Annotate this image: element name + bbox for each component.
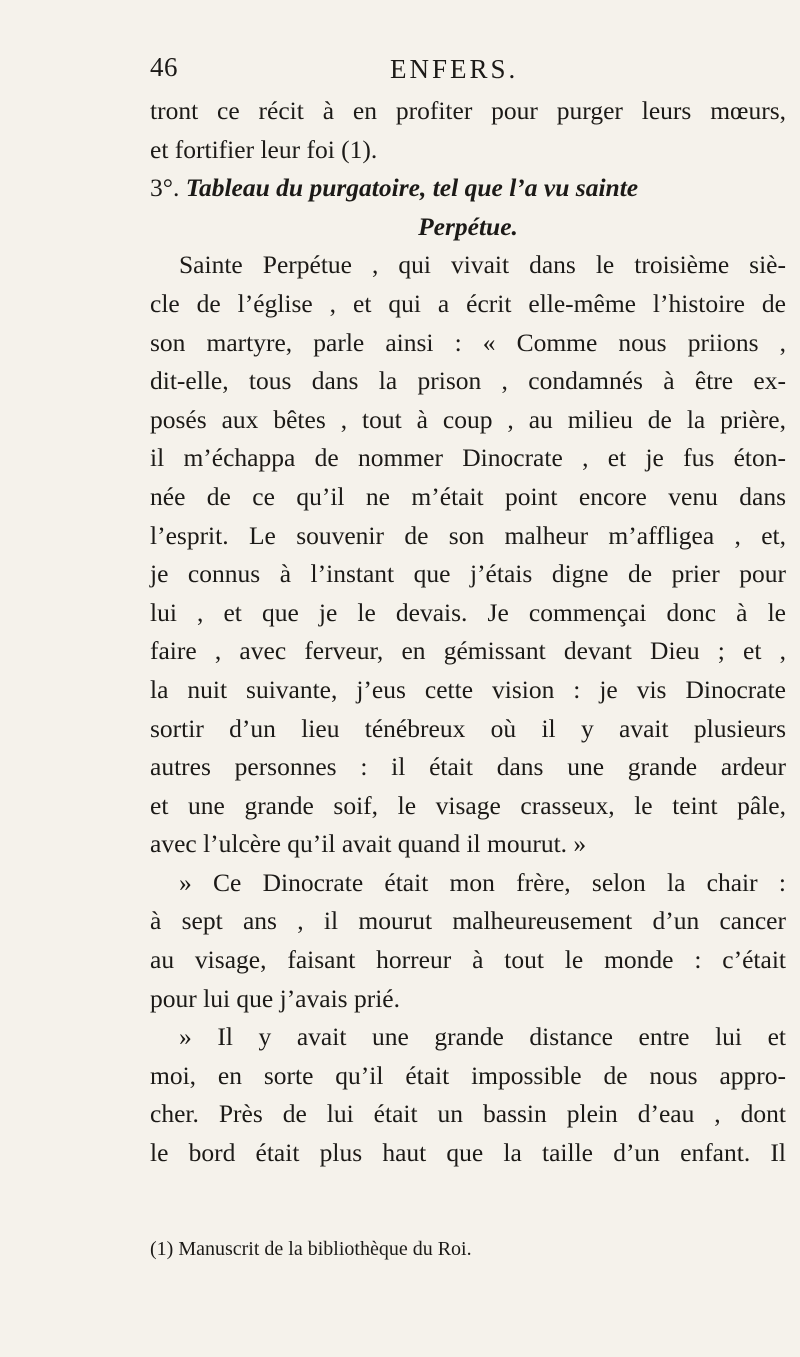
- body-text: [150, 92, 786, 1173]
- text-line: son martyre, parle ainsi : « Comme nous priions ,: [150, 327, 786, 357]
- text-line: avec l’ulcère qu’il avait quand il mourut. »: [150, 829, 587, 859]
- text-line: faire , avec ferveur, en gémissant devant Dieu ; et ,: [150, 636, 786, 666]
- section-title-text: Tableau du purgatoire, tel que l’a vu sainte: [185, 173, 639, 203]
- text-line: Sainte Perpétue , qui vivait dans le troisième siè-: [179, 250, 786, 280]
- text-line: à sept ans , il mourut malheureusement d’un cancer: [150, 906, 786, 936]
- page-number: 46: [150, 52, 178, 82]
- text-line: et une grande soif, le visage crasseux, le teint pâle,: [150, 790, 786, 820]
- text-line: cher. Près de lui était un bassin plein d’eau , dont: [150, 1099, 786, 1129]
- section-number: 3°.: [150, 173, 180, 203]
- text-line: il m’échappa de nommer Dinocrate , et je fus éton-: [150, 443, 786, 473]
- text-line: lui , et que je le devais. Je commençai donc à le: [150, 597, 786, 627]
- text-line: posés aux bêtes , tout à coup , au milieu de la prière,: [150, 404, 786, 434]
- text-line: » Ce Dinocrate était mon frère, selon la chair :: [179, 867, 786, 897]
- text-line: tront ce récit à en profiter pour purger leurs mœurs,: [150, 96, 786, 125]
- text-line: et fortifier leur foi (1).: [150, 134, 378, 164]
- text-line: » Il y avait une grande distance entre lui et: [179, 1022, 786, 1052]
- section-title-continued: Perpétue.: [418, 211, 518, 241]
- text-line: le bord était plus haut que la taille d’un enfant. Il: [150, 1138, 786, 1168]
- footnote: (1) Manuscrit de la bibliothèque du Roi.: [150, 1238, 472, 1260]
- text-line: autres personnes : il était dans une grande ardeur: [150, 752, 786, 782]
- text-line: l’esprit. Le souvenir de son malheur m’affligea , et,: [150, 520, 786, 550]
- text-line: je connus à l’instant que j’étais digne de prier pour: [150, 559, 786, 589]
- running-head: ENFERS.: [390, 54, 519, 84]
- text-line: au visage, faisant horreur à tout le monde : c’était: [150, 945, 786, 975]
- page-header: [150, 52, 670, 92]
- text-line: pour lui que j’avais prié.: [150, 983, 400, 1013]
- text-line: sortir d’un lieu ténébreux où il y avait plusieurs: [150, 713, 786, 743]
- text-line: cle de l’église , et qui a écrit elle-même l’histoire de: [150, 288, 786, 318]
- text-line: dit-elle, tous dans la prison , condamnés à être ex-: [150, 366, 786, 396]
- text-line: née de ce qu’il ne m’était point encore venu dans: [150, 481, 786, 511]
- section-title: [150, 169, 786, 208]
- text-line: moi, en sorte qu’il était impossible de nous appro-: [150, 1060, 786, 1090]
- text-line: la nuit suivante, j’eus cette vision : je vis Dinocrate: [150, 674, 786, 704]
